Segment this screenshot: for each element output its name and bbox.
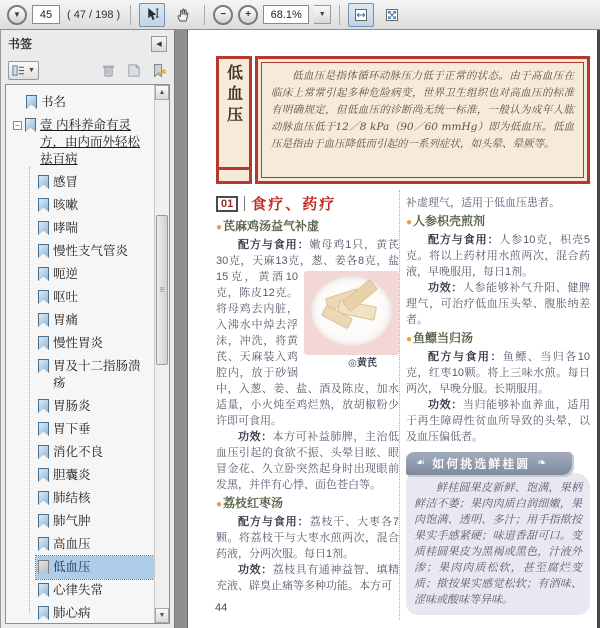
fit-page-button[interactable] (379, 3, 405, 27)
toolbar-divider (130, 5, 131, 25)
options-list-icon (12, 64, 25, 77)
sidebar-collapse-button[interactable] (151, 36, 167, 52)
scrollbar-thumb[interactable] (156, 215, 168, 365)
bullet-icon: ● (216, 499, 223, 510)
bookmarks-scrollbar[interactable] (154, 85, 169, 623)
bookmark-flag-icon (38, 175, 49, 189)
bookmark-flag-icon (38, 422, 49, 436)
scroll-up-button[interactable] (155, 85, 169, 100)
bookmark-item-weikuiyang[interactable]: 胃及十二指肠溃疡 (36, 355, 154, 395)
recipe-1-body: 配方与食用：嫩母鸡1只，黄芪30克，天麻13克，葱、 ◎黄芪 姜各8克，盐15克，黄酒10克，陈皮12克。将母鸡去内脏，入沸水中焯去浮沫，冲洗，将黄芪、天麻装入鸡腔内，放于砂锅中，入葱、姜、盐、酒及陈皮，加水适量，小火炖至鸡烂熟，放胡椒粉少许即可食用。 (216, 239, 399, 427)
bookmark-item-chapter-1[interactable]: − 壹 内科养命有灵方，由内而外轻松祛百病 (11, 114, 154, 171)
banner-tab-foot (219, 167, 249, 181)
page-count-label: ( 47 / 198 ) (67, 8, 121, 21)
bookmark-flag-icon (38, 359, 49, 373)
bookmarks-panel (5, 84, 170, 624)
bookmark-item-feixinbing[interactable]: 肺心病 (36, 602, 154, 623)
astragalus-photo (304, 271, 399, 370)
bookmark-flag-icon (38, 399, 49, 413)
bookmark-item-manxingweiyan[interactable]: 慢性胃炎 (36, 332, 154, 355)
hand-icon (175, 7, 191, 23)
bookmark-flag-icon (38, 491, 49, 505)
new-bookmark-button[interactable] (150, 62, 167, 79)
plus-icon: + (245, 8, 252, 20)
bookmark-item-ganmao[interactable]: 感冒 (36, 171, 154, 194)
recipe-4-body: 配方与食用：鱼鳔、当归各10克，红枣10颗。将上三味水煎。每日两次，早晚分服。长期服用。 (406, 351, 590, 395)
toolbar-divider (204, 5, 205, 25)
tip-box-header (406, 452, 572, 475)
bookmark-item-xiaohuabuliang[interactable]: 消化不良 (36, 441, 154, 464)
bookmark-flag-icon (38, 336, 49, 350)
next-page-button[interactable] (7, 5, 27, 25)
bookmark-item-outu[interactable]: 呕吐 (36, 286, 154, 309)
bookmark-flag-icon (38, 445, 49, 459)
bookmark-page-icon (126, 63, 141, 78)
bookmarks-sidebar (0, 30, 174, 628)
hand-tool-button[interactable] (170, 3, 196, 27)
bookmark-flag-icon (25, 118, 36, 132)
toolbar-divider (339, 5, 340, 25)
right-column (406, 195, 590, 615)
sidebar-toolbar (1, 57, 174, 84)
top-toolbar (0, 0, 600, 30)
chevron-down-icon: ▼ (318, 11, 326, 18)
expand-bookmark-button[interactable] (125, 62, 142, 79)
leaf-icon: ❧ (414, 457, 426, 469)
bullet-icon: ● (406, 334, 413, 345)
bookmark-flag-icon (38, 537, 49, 551)
zoom-level-input[interactable] (263, 5, 309, 24)
bullet-icon: ● (406, 217, 413, 228)
scroll-down-icon: ▼ (158, 612, 166, 619)
zoom-dropdown-button[interactable] (314, 5, 331, 24)
collapse-arrow-icon: ◀ (156, 40, 162, 48)
recipe-2-body: 配方与食用：荔枝干、大枣各7颗。将荔枝干与大枣水煎两次，混合药液，分两次服。每日1剂。 (216, 516, 399, 560)
bookmark-item-shuming[interactable]: 书名 (24, 91, 154, 114)
bookmark-item-xinlvshichang[interactable]: 心律失常 (36, 579, 154, 602)
tip-box-content: 鲜桂圆果皮新鲜、饱满，果柄鲜洁不萎；果肉肉质白润细嫩，果肉饱满、透明、多汁；用手指揿按果实手感紧硬；味道香甜可口。变质桂圆果皮为黑褐或黑色，汁液外渗；果肉肉质松软，甚至腐烂变质；揿按果实感觉松软；有酒味、涩味或酸味等异味。 (406, 473, 590, 615)
bookmark-item-kesou[interactable]: 咳嗽 (36, 194, 154, 217)
chapter-banner (216, 56, 590, 184)
recipe-1-effect: 功效：本方可补益肺脾，主治低血压引起的食欲不振、头晕目眩、眼冒金花、久立卧突然起身时出现眼前发黑，并伴有心悸、面色苍白等。 (216, 431, 400, 491)
column-divider (399, 190, 400, 620)
bookmark-flag-icon (26, 95, 37, 109)
document-page (188, 30, 600, 628)
bookmark-item-feijiehe[interactable]: 肺结核 (36, 487, 154, 510)
page-number-input[interactable] (32, 5, 60, 24)
recipe-title-ginseng-decoction: ●人参枳壳煎剂 (406, 214, 486, 228)
trash-icon (101, 63, 116, 78)
recipe-3-effect: 功效：人参能够补气升阳、健脾理气，可治疗低血压头晕、腹胀纳差者。 (406, 282, 591, 326)
bookmark-item-weitong[interactable]: 胃痛 (36, 309, 154, 332)
zoom-out-button[interactable] (213, 5, 233, 25)
sidebar-header (1, 30, 174, 57)
recipe-title-fish-maw-angelica-soup: ●鱼鳔当归汤 (406, 331, 474, 345)
chevron-down-icon: ▼ (28, 67, 35, 74)
fit-width-button[interactable] (348, 3, 374, 27)
section-divider (244, 196, 245, 211)
sidebar-splitter[interactable] (174, 30, 188, 628)
bookmark-flag-icon (38, 583, 49, 597)
banner-intro-box (255, 56, 590, 184)
section-header (216, 193, 336, 214)
sidebar-title: 书签 (8, 37, 33, 51)
banner-title-vertical: 低血压 (224, 64, 244, 127)
bookmark-flag-icon (38, 244, 49, 258)
scroll-up-icon: ▲ (158, 89, 166, 96)
recipe-title-qima-chicken-soup: ●芪麻鸡汤益气补虚 (216, 219, 320, 233)
page-number-folio: 44 (215, 602, 228, 614)
left-column (216, 216, 399, 594)
zoom-in-button[interactable] (238, 5, 258, 25)
bookmark-item-manxingzhiqiguanyan[interactable]: 慢性支气管炎 (36, 240, 154, 263)
scroll-down-button[interactable] (155, 608, 169, 623)
bookmark-flag-icon (38, 560, 49, 574)
collapse-node-icon[interactable]: − (13, 121, 22, 130)
photo-caption: ◎黄芪 (348, 358, 377, 369)
bookmark-flag-icon (38, 221, 49, 235)
chapter-1-children (11, 171, 154, 623)
bookmarks-tree (6, 85, 154, 623)
bookmark-flag-icon (38, 468, 49, 482)
fit-width-icon (353, 7, 369, 23)
down-arrow-icon: ▼ (13, 9, 21, 19)
bookmark-item-weixiachui[interactable]: 胃下垂 (36, 418, 154, 441)
recipe-3-body: 配方与食用：人参10克，枳壳5克。将以上药材用水煎两次，混合药液，早晚服用，每日1剂。 (406, 234, 590, 278)
bookmark-flag-icon (38, 290, 49, 304)
continuation-text: 补虚理气，适用于低血压患者。 (406, 197, 560, 209)
bookmark-flag-icon (38, 514, 49, 528)
leaf-icon: ❧ (537, 457, 549, 469)
banner-intro-text: 低血压是指体循环动脉压力低于正常的状态。由于高血压在临床上常常引起多种危险病变，世界卫生组织也对高血压的标准有明确规定，但低血压的诊断尚无统一标准，一般认为成年人肱动脉血压低于12／8 kPa（90／60 mmHg）即为低血压。低血压是指由于血压降低而引起的一系列症状，如头晕、晕厥等。 (271, 70, 574, 150)
bookmark-item-xiaochuan[interactable]: 哮喘 (36, 217, 154, 240)
recipe-title-lychee-jujube-soup: ●荔枝红枣汤 (216, 496, 284, 510)
banner-title-tab (216, 56, 252, 184)
bookmark-item-feiqizhong[interactable]: 肺气肿 (36, 510, 154, 533)
minus-icon: − (220, 8, 227, 20)
select-tool-button[interactable] (139, 3, 165, 27)
bookmark-flag-icon (38, 267, 49, 281)
bookmark-flag-icon (38, 313, 49, 327)
fit-page-icon (384, 7, 400, 23)
bookmark-add-icon (151, 63, 167, 79)
bookmark-flag-icon (38, 198, 49, 212)
delete-bookmark-button[interactable] (100, 62, 117, 79)
section-number: 01 (216, 196, 238, 212)
bookmark-options-button[interactable] (8, 61, 39, 80)
section-title: 食疗、药疗 (251, 195, 337, 213)
recipe-2-effect: 功效：荔枝具有通神益智、填精充液、辟臭止痛等多种功能。本方可 (216, 564, 400, 592)
bookmark-item-eni[interactable]: 呃逆 (36, 263, 154, 286)
bookmark-item-gaoxueya[interactable]: 高血压 (36, 533, 154, 556)
bookmark-item-dixueya[interactable]: 低血压 (36, 556, 154, 579)
tip-box (406, 452, 590, 615)
bullet-icon: ● (216, 222, 223, 233)
bookmark-item-weichangyan[interactable]: 胃肠炎 (36, 395, 154, 418)
astragalus-photo-image (304, 271, 399, 355)
bookmark-item-dannangyan[interactable]: 胆囊炎 (36, 464, 154, 487)
bookmark-flag-icon (38, 606, 49, 620)
select-cursor-icon (145, 7, 160, 22)
recipe-4-effect: 功效：当归能够补血养血，适用于再生障碍性贫血所导致的头晕，以及血压偏低者。 (406, 399, 591, 443)
tip-box-title: 如何挑选鲜桂圆 (432, 457, 531, 471)
